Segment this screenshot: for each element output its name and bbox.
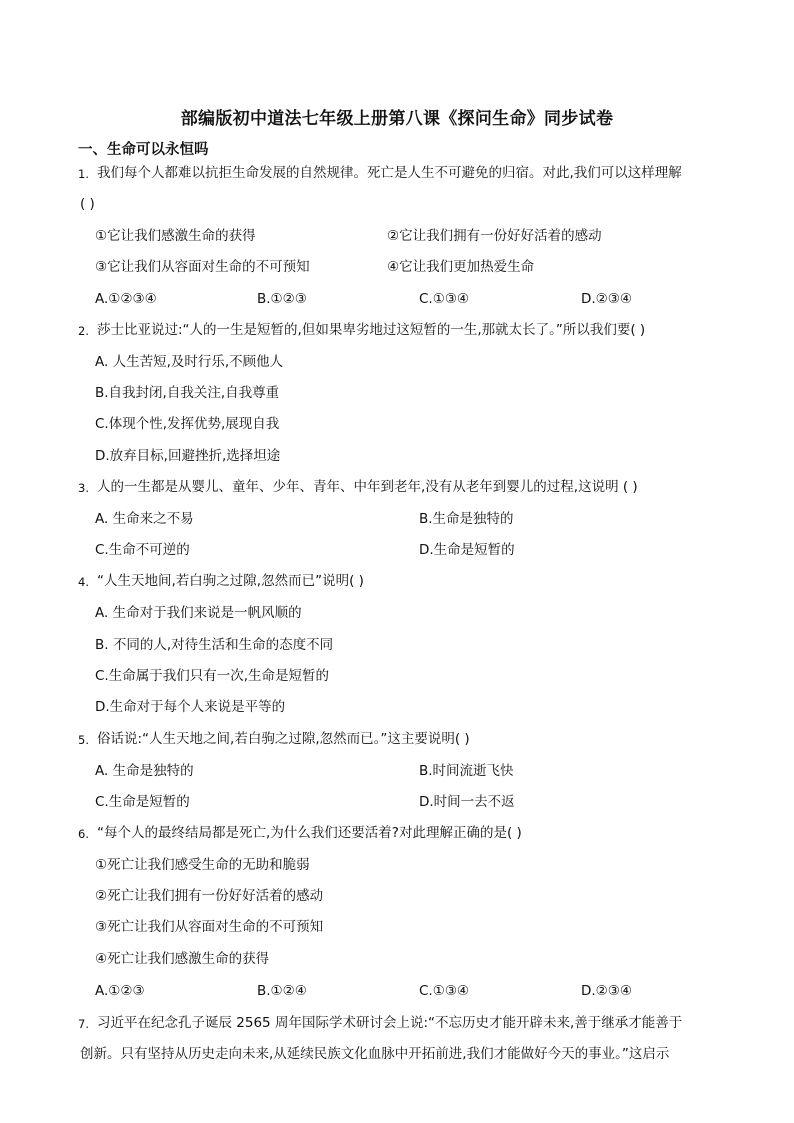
question-stem: 习近平在纪念孔子诞辰 2565 周年国际学术研讨会上说:“不忘历史才能开辟未来,善于继承才能善于 [97,1015,683,1031]
option-d[interactable]: D.②③④ [581,983,632,999]
page-title: 部编版初中道法七年级上册第八课《探问生命》同步试卷 [180,109,614,129]
option-d[interactable]: D.生命对于每个人来说是平等的 [95,699,286,715]
option-a[interactable]: A. 生命对于我们来说是一帆风顺的 [95,605,302,621]
question-stem-continued: 创新。只有坚持从历史走向未来,从延续民族文化血脉中开拓前进,我们才能做好今天的事业。”这启示 [80,1046,670,1062]
question-number: 6. [78,827,89,841]
option-a[interactable]: A. 人生苦短,及时行乐,不顾他人 [95,354,284,370]
statement-2: ②它让我们拥有一份好好活着的感动 [387,228,602,244]
question-number: 4. [78,575,89,589]
option-b[interactable]: B.时间流逝飞快 [419,763,514,779]
option-c[interactable]: C.体现个性,发挥优势,展现自我 [95,416,280,432]
option-d[interactable]: D.时间一去不返 [419,794,515,810]
section-heading: 一、生命可以永恒吗 [78,142,209,158]
option-b[interactable]: B.①②③ [257,291,307,307]
statement-3: ③死亡让我们从容面对生命的不可预知 [95,919,324,935]
statement-4: ④死亡让我们感激生命的获得 [95,951,270,967]
statement-4: ④它让我们更加热爱生命 [387,259,535,275]
question-stem: 人的一生都是从婴儿、童年、少年、青年、中年到老年,没有从老年到婴儿的过程,这说明 ( ) [97,479,638,495]
question-stem: 俗话说:“人生天地之间,若白驹之过隙,忽然而已。”这主要说明( ) [97,731,470,747]
statement-2: ②死亡让我们拥有一份好好活着的感动 [95,888,324,904]
question-stem: 莎士比亚说过:“人的一生是短暂的,但如果卑劣地过这短暂的一生,那就太长了。”所以我们要( ) [97,322,646,338]
question-number: 1. [78,167,89,181]
question-number: 2. [78,324,89,338]
statement-3: ③它让我们从容面对生命的不可预知 [95,259,310,275]
option-a[interactable]: A.①②③ [95,983,145,999]
option-d[interactable]: D.放弃目标,回避挫折,选择坦途 [95,448,281,464]
question-stem: “人生天地间,若白驹之过隙,忽然而已”说明( ) [97,573,364,589]
option-c[interactable]: C.生命不可逆的 [95,542,190,558]
question-stem: 我们每个人都难以抗拒生命发展的自然规律。死亡是人生不可避免的归宿。对此,我们可以这样理解 [97,165,682,181]
statement-1: ①死亡让我们感受生命的无助和脆弱 [95,857,310,873]
option-c[interactable]: C.①③④ [419,291,470,307]
option-b[interactable]: B.生命是独特的 [419,511,514,527]
statement-1: ①它让我们感激生命的获得 [95,228,256,244]
question-number: 7. [78,1017,89,1031]
option-c[interactable]: C.①③④ [419,983,470,999]
question-stem: “每个人的最终结局都是死亡,为什么我们还要活着?对此理解正确的是( ) [97,825,522,841]
option-c[interactable]: C.生命是短暂的 [95,794,190,810]
option-a[interactable]: A. 生命来之不易 [95,511,194,527]
option-d[interactable]: D.生命是短暂的 [419,542,515,558]
option-b[interactable]: B.自我封闭,自我关注,自我尊重 [95,385,280,401]
option-b[interactable]: B.①②④ [257,983,307,999]
option-d[interactable]: D.②③④ [581,291,632,307]
question-number: 5. [78,733,89,747]
option-b[interactable]: B. 不同的人,对待生活和生命的态度不同 [95,637,334,653]
answer-blank: ( ) [80,196,95,212]
question-number: 3. [78,481,89,495]
option-c[interactable]: C.生命属于我们只有一次,生命是短暂的 [95,668,330,684]
option-a[interactable]: A.①②③④ [95,291,157,307]
option-a[interactable]: A. 生命是独特的 [95,763,194,779]
